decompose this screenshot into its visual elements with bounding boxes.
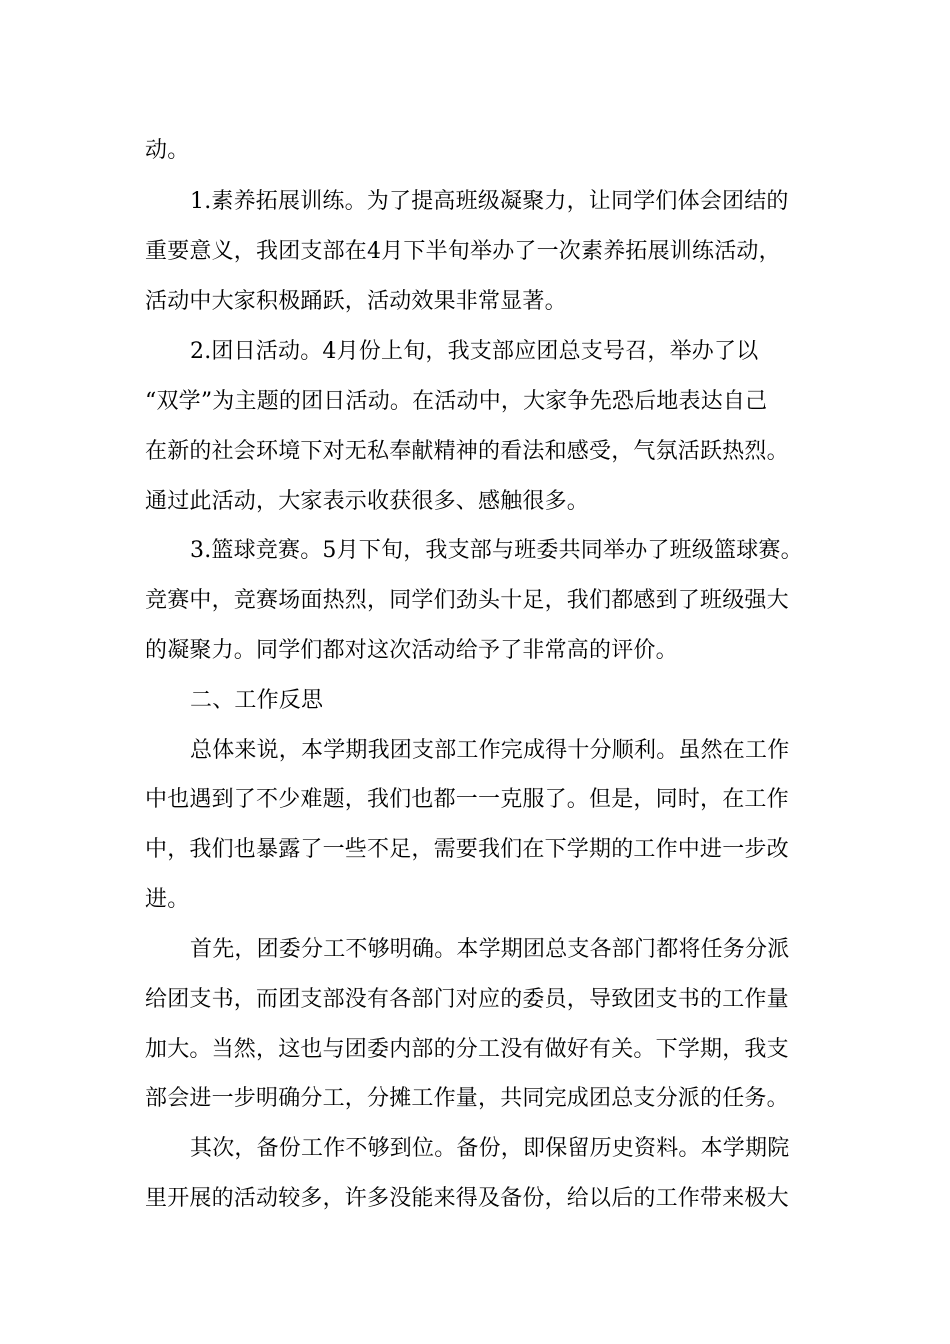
text-line: “双学”为主题的团日活动。在活动中，大家争先恐后地表达自己 <box>145 389 768 414</box>
text-line: 动。 <box>145 138 190 163</box>
section-heading: 二、工作反思 <box>190 688 324 713</box>
text-line: 中，我们也暴露了一些不足，需要我们在下学期的工作中进一步改 <box>145 837 789 862</box>
text-line: 进。 <box>145 887 190 912</box>
text-line: 加大。当然，这也与团委内部的分工没有做好有关。下学期，我支 <box>145 1037 789 1062</box>
text-line: 3.篮球竞赛。5月下旬，我支部与班委共同举办了班级篮球赛。 <box>190 538 803 563</box>
text-line: 2.团日活动。4月份上旬，我支部应团总支号召，举办了以 <box>190 339 759 364</box>
text-line: 重要意义，我团支部在4月下半旬举办了一次素养拓展训练活动， <box>145 239 781 264</box>
text-line: 其次，备份工作不够到位。备份，即保留历史资料。本学期院 <box>190 1136 790 1161</box>
text-line: 部会进一步明确分工，分摊工作量，共同完成团总支分派的任务。 <box>145 1086 789 1111</box>
text-line: 给团支书，而团支部没有各部门对应的委员，导致团支书的工作量 <box>145 987 789 1012</box>
text-line: 竞赛中，竞赛场面热烈，同学们劲头十足，我们都感到了班级强大 <box>145 588 789 613</box>
text-line: 首先，团委分工不够明确。本学期团总支各部门都将任务分派 <box>190 937 790 962</box>
text-line: 里开展的活动较多，许多没能来得及备份，给以后的工作带来极大 <box>145 1186 789 1211</box>
text-line: 1.素养拓展训练。为了提高班级凝聚力，让同学们体会团结的 <box>190 189 789 214</box>
text-line: 中也遇到了不少难题，我们也都一一克服了。但是，同时，在工作 <box>145 787 789 812</box>
text-line: 的凝聚力。同学们都对这次活动给予了非常高的评价。 <box>145 638 678 663</box>
text-line: 活动中大家积极踊跃，活动效果非常显著。 <box>145 289 567 314</box>
text-line: 总体来说，本学期我团支部工作完成得十分顺利。虽然在工作 <box>190 738 790 763</box>
text-line: 在新的社会环境下对无私奉献精神的看法和感受，气氛活跃热烈。 <box>145 439 789 464</box>
text-line: 通过此活动，大家表示收获很多、感触很多。 <box>145 489 590 514</box>
